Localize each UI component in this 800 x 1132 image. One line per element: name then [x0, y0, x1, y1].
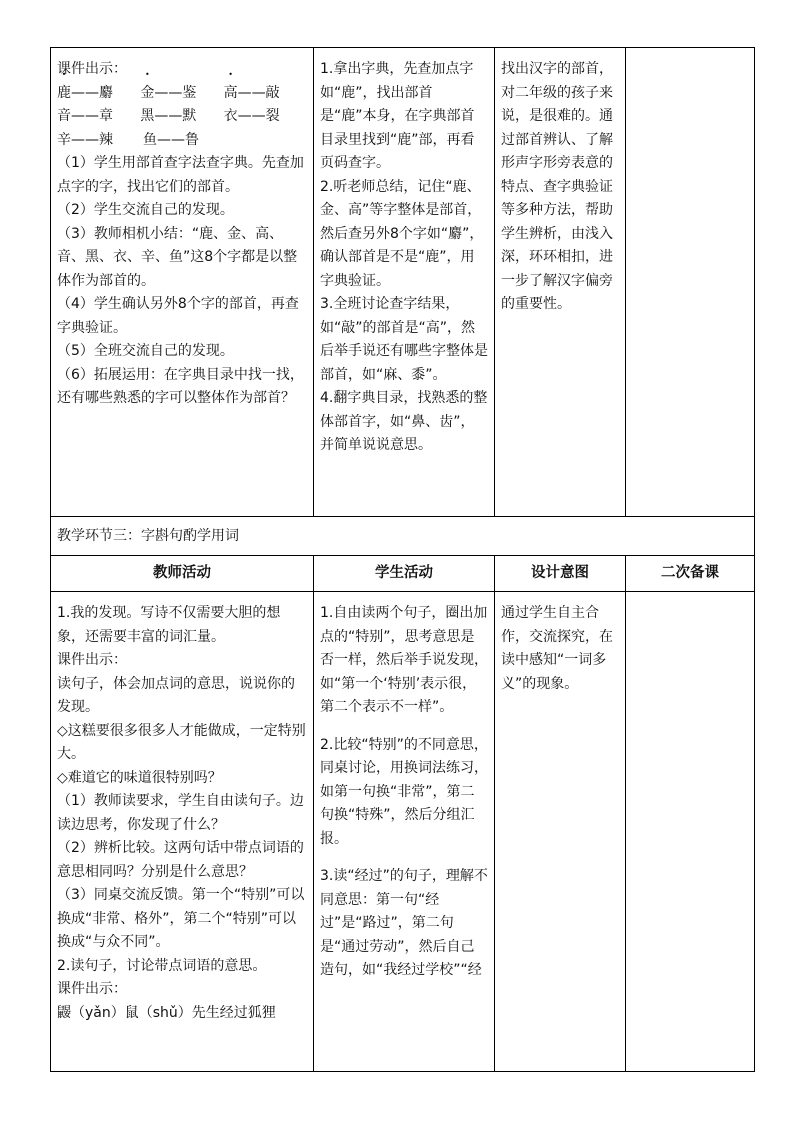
header-teacher-activity: 教师活动	[51, 555, 314, 592]
teacher-step: （2）辨析比较。这两句话中带点词语的意思相同吗？分别是什么意思？	[57, 840, 304, 880]
teacher-step: 读句子，体会加点词的意思，说说你的发现。	[57, 675, 295, 715]
teacher-step: （3）同桌交流反馈。第一个“特别”可以换成“非常、格外”，第二个“特别”可以换成“与众不同”。	[57, 887, 305, 950]
secondary-prep-cell	[626, 48, 755, 517]
character-pairs	[57, 82, 307, 153]
character-pair	[140, 82, 223, 106]
teacher-step: ◇这糕要很多很多人才能做成，一定特别大。	[57, 722, 306, 762]
radical-char: 辛	[57, 131, 71, 148]
design-intent-cell	[495, 592, 626, 1072]
teacher-step: ◇难道它的味道很特别吗？	[57, 769, 222, 786]
student-step: 2.比较“特别”的不同意思，同桌讨论，用换词法练习，如第一句换“非常”，第二句换“特殊”，然后分组汇报。	[320, 736, 488, 847]
derived-char: 辣	[99, 131, 113, 148]
pair-line	[57, 82, 307, 106]
student-step: 1.拿出字典，先查加点字如“鹿”，找出部首是“鹿”本身，在字典部首目录里找到“鹿”部，再看页码查字。	[320, 61, 475, 171]
teacher-step: （5）全班交流自己的发现。	[57, 343, 234, 359]
derived-char: 默	[182, 108, 197, 124]
table-row	[51, 48, 755, 517]
header-student-activity: 学生活动	[314, 555, 495, 592]
student-steps	[320, 602, 488, 983]
teacher-step: （1）教师读要求，学生自由读句子。边读边思考，你发现了什么？	[57, 793, 304, 833]
teacher-step: 2.读句子，讨论带点词语的意思。	[57, 957, 267, 974]
character-pair	[224, 105, 307, 129]
spacer	[320, 720, 488, 734]
character-pair	[140, 105, 223, 129]
radical-char: 音	[57, 108, 71, 124]
pair-separator: ——	[71, 84, 99, 101]
teacher-step: （4）学生确认另外8个字的部首，再查字典验证。	[57, 296, 299, 336]
student-step: 3.全班讨论查字结果，如“敲”的部首是“高”，然后举手说还有哪些字整体是部首，如“麻、黍”。	[320, 296, 488, 383]
teacher-activity-cell	[51, 48, 314, 517]
radical-char: 金	[140, 84, 155, 101]
student-step: 3.读“经过”的句子，理解不同意思：第一句“经过”是“路过”，第二句是“通过劳动”，然后自己造句，如“我经过学校”“经	[320, 868, 488, 978]
pair-line	[57, 105, 307, 129]
section-title: 教学环节三：字斟句酌学用词	[51, 517, 755, 556]
radical-char: 鱼	[143, 131, 157, 148]
spacer	[320, 851, 488, 865]
design-intent-text: 找出汉字的部首，对二年级的孩子来说，是很难的。通过部首辨认、了解形声字形旁表意的特点、查字典验证等多种方法，帮助学生辨析，由浅入深，环环相扣，进一步了解汉字偏旁的重要性。	[501, 61, 613, 312]
student-step: 4.翻字典目录，找熟悉的整体部首字，如“鼻、齿”，并简单说说意思。	[320, 390, 488, 453]
student-steps	[320, 58, 488, 458]
pair-separator: ——	[71, 131, 99, 148]
character-pair	[224, 82, 307, 106]
student-step: 1.自由读两个句子，圈出加点的“特别”，思考意思是否一样，然后举手说发现，如“第一个‘特别’表示很，第二个表示不一样”。	[320, 605, 488, 715]
design-intent-cell	[495, 48, 626, 517]
character-pair	[143, 129, 229, 153]
teacher-step: 1.我的发现。写诗不仅需要大胆的想象，还需要丰富的词汇量。	[57, 605, 281, 645]
derived-char: 鲁	[185, 131, 199, 148]
pair-separator: ——	[71, 108, 99, 124]
teacher-step: （1）学生用部首查字法查字典。先查加点字的字，找出它们的部首。	[57, 155, 304, 195]
radical-char: 鹿	[57, 84, 71, 101]
table-row	[51, 592, 755, 1072]
pair-separator: ——	[237, 84, 266, 101]
secondary-prep-cell	[626, 592, 755, 1072]
header-design-intent: 设计意图	[495, 555, 626, 592]
derived-char: 敲	[265, 84, 280, 101]
teacher-activity-cell	[51, 592, 314, 1072]
radical-char: 高	[223, 84, 238, 101]
teacher-step: （3）教师相机小结：“鹿、金、高、音、黑、衣、辛、鱼”这8个字都是以整体作为部首的。	[57, 225, 298, 289]
teacher-step: 鼹（yǎn）鼠（shǔ）先生经过狐狸	[57, 1004, 276, 1021]
character-pair	[57, 105, 140, 129]
derived-char: 裂	[265, 108, 280, 124]
student-activity-cell	[314, 48, 495, 517]
teacher-step: 课件出示：	[57, 652, 127, 668]
pair-separator: ——	[154, 108, 183, 124]
student-step: 2.听老师总结，记住“鹿、金、高”等字整体是部首，然后查另外8个字如“麝”，确认部首是不是“鹿”，用字典验证。	[320, 178, 484, 289]
pair-line	[57, 129, 307, 153]
character-pair	[57, 129, 143, 153]
pair-separator: ——	[154, 84, 183, 101]
pair-separator: ——	[237, 108, 266, 124]
lesson-plan-table	[50, 47, 755, 1072]
header-row	[51, 555, 755, 592]
pair-separator: ——	[157, 131, 185, 148]
derived-char: 麝	[99, 84, 113, 101]
derived-char: 鉴	[182, 84, 197, 101]
header-secondary-prep: 二次备课	[626, 555, 755, 592]
student-activity-cell	[314, 592, 495, 1072]
character-pair	[57, 82, 140, 106]
derived-char: 章	[99, 108, 113, 124]
design-intent-text: 通过学生自主合作，交流探究，在读中感知“一词多义”的现象。	[501, 605, 613, 692]
courseware-label: 课件出示：	[57, 61, 127, 77]
radical-char: 衣	[223, 108, 238, 124]
teacher-step: 课件出示：	[57, 981, 127, 997]
radical-char: 黑	[140, 108, 155, 124]
section-row	[51, 517, 755, 556]
teacher-steps	[57, 602, 307, 1025]
teacher-step: （6）拓展运用：在字典目录中找一找，还有哪些熟悉的字可以整体作为部首？	[57, 366, 304, 406]
teacher-step: （2）学生交流自己的发现。	[57, 202, 234, 218]
teacher-steps	[57, 152, 307, 411]
